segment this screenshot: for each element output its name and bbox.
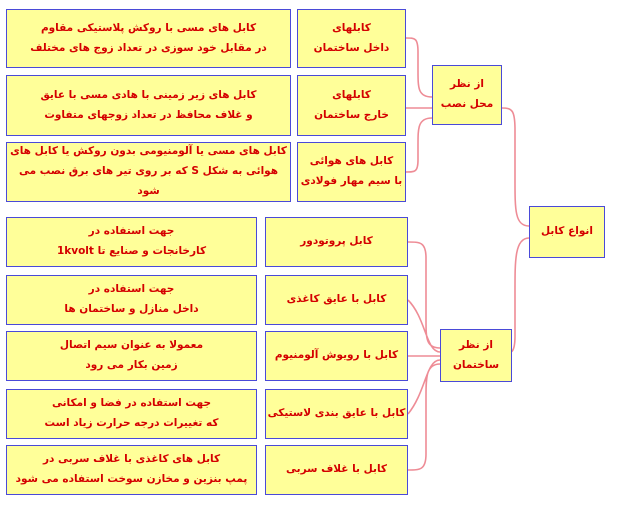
node-line: با سیم مهار فولادی	[300, 175, 403, 187]
node-line: کارخانجات و صنایع تا 1kvolt	[56, 245, 207, 257]
node-line: کابلهای	[332, 21, 371, 34]
node-line: معمولا به عنوان سیم اتصال	[59, 339, 204, 352]
installation-desc-node	[6, 75, 291, 136]
node-line: کابل های کاغذی با غلاف سربی در	[42, 453, 221, 466]
node-line: پمپ بنزین و مخازن سوخت استفاده می شود	[15, 473, 248, 485]
root-label: انواع کابل	[541, 225, 593, 238]
category-structure-line: از نظر	[459, 338, 494, 351]
node-line: زمین بکار می رود	[85, 359, 178, 371]
installation-type-node	[297, 75, 406, 136]
node-line: کابل های هوائی	[309, 155, 394, 168]
node-line: داخل منازل و ساختمان ها	[64, 303, 199, 315]
category-installation-line: از نظر	[450, 78, 485, 91]
node-line: کابل پروتودور	[300, 235, 373, 248]
structure-type-node	[265, 389, 408, 439]
category-installation	[432, 65, 502, 125]
connector-installation	[406, 38, 432, 172]
category-installation-line: محل نصب	[440, 98, 494, 110]
structure-desc-node	[6, 331, 257, 381]
node-line: که تغییرات درجه حرارت زیاد است	[44, 417, 219, 429]
node-line: خارج ساختمان	[314, 108, 389, 121]
node-line: کابلهای	[332, 88, 371, 101]
installation-type-node	[297, 142, 406, 202]
category-structure-line: ساختمان	[452, 358, 500, 371]
node-line: جهت استفاده در	[88, 225, 175, 238]
node-line: کابل های مسی با روکش پلاستیکی مقاوم	[40, 21, 257, 34]
structure-desc-node	[6, 217, 257, 267]
structure-type-node	[265, 331, 408, 381]
installation-desc-node	[6, 9, 291, 68]
structure-type-node	[265, 217, 408, 267]
structure-type-node	[265, 275, 408, 325]
structure-desc-node	[6, 445, 257, 495]
category-structure	[440, 329, 512, 382]
node-line: هوائی به شکل S که بر روی تیر های برق نصب می شود	[18, 165, 279, 197]
connector-structure	[408, 242, 440, 470]
node-line: جهت استفاده در	[88, 283, 175, 296]
node-line: جهت استفاده در فضا و امکانی	[51, 397, 212, 410]
node-line: کابل با رویوش آلومنیوم	[274, 349, 399, 362]
node-line: و غلاف محافظ در تعداد زوجهای متفاوت	[44, 108, 253, 121]
structure-type-node	[265, 445, 408, 495]
root-node	[529, 206, 605, 258]
installation-desc-node	[6, 142, 291, 202]
structure-desc-node	[6, 275, 257, 325]
node-line: داخل ساختمان	[313, 41, 390, 54]
node-line: کابل با غلاف سربی	[286, 463, 387, 476]
node-line: در مقابل خود سوزی در تعداد زوج های مختلف	[30, 41, 267, 54]
node-line: کابل های زیر زمینی با هادی مسی با عایق	[40, 88, 257, 101]
node-line: کابل با عایق بندی لاستیکی	[267, 407, 406, 420]
installation-type-node	[297, 9, 406, 68]
structure-desc-node	[6, 389, 257, 439]
node-line: کابل های مسی یا آلومنیومی بدون روکش یا کابل های	[10, 145, 287, 158]
node-line: کابل با عایق کاغذی	[286, 293, 387, 306]
connector-root	[502, 108, 529, 354]
